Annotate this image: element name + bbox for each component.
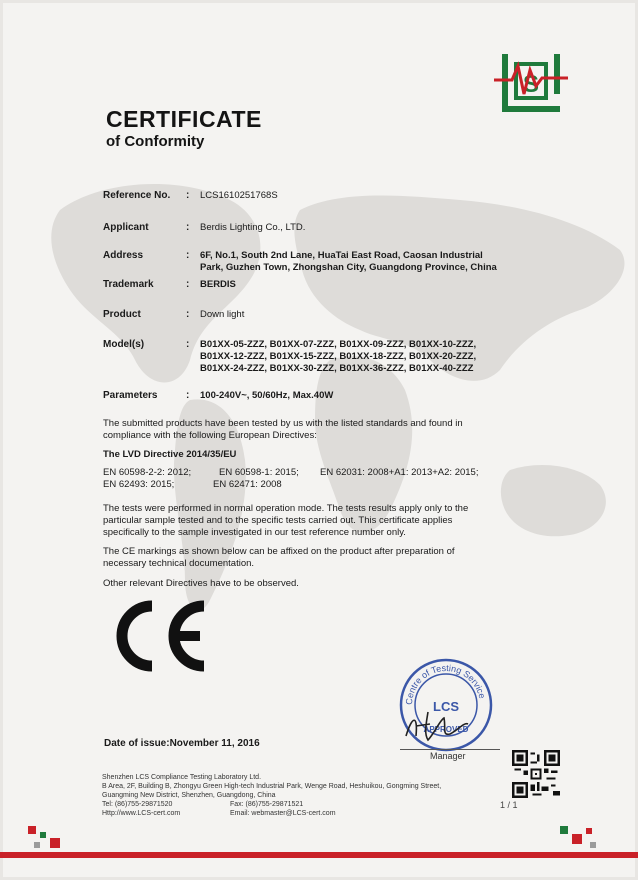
ce-note-line-2: necessary technical documentation.	[103, 558, 255, 569]
reference-label: Reference No.	[103, 190, 171, 201]
parameters-value: 100-240V~, 50/60Hz, Max.40W	[200, 390, 334, 401]
product-value: Down light	[200, 309, 245, 320]
models-label: Model(s)	[103, 339, 145, 350]
lab-fax: Fax: (86)755-29871521	[230, 801, 304, 808]
svg-text:Centre of Testing Service: Centre of Testing Service	[403, 662, 488, 706]
decor-square	[572, 834, 582, 844]
standard-item: EN 60598-2-2: 2012;	[103, 467, 192, 478]
product-label: Product	[103, 309, 141, 320]
svg-text:APPROVED: APPROVED	[423, 725, 469, 734]
decor-square	[28, 826, 36, 834]
models-line-1: B01XX-05-ZZZ, B01XX-07-ZZZ, B01XX-09-ZZZ, B01XX-10-ZZZ,	[200, 339, 477, 350]
colon: :	[186, 339, 190, 350]
compliance-text-line-1: The submitted products have been tested by us with the listed standards and found in	[103, 418, 463, 429]
test-note-line-1: The tests were performed in normal operation mode. The tests results apply only to the	[103, 503, 469, 514]
certificate-subtitle: of Conformity	[106, 133, 205, 150]
colon: :	[186, 190, 190, 201]
directives-note: Other relevant Directives have to be observed.	[103, 578, 299, 589]
signature-line	[400, 749, 500, 750]
applicant-value: Berdis Lighting Co., LTD.	[200, 222, 306, 233]
decor-square	[586, 828, 592, 834]
reference-value: LCS1610251768S	[200, 190, 278, 201]
address-label: Address	[103, 250, 144, 261]
lab-address-line-2: Guangming New District, Shenzhen, Guangdong, China	[102, 792, 276, 799]
lab-address-line-1: B Area, 2F, Building B, Zhongyu Green High-tech Industrial Park, Wenge Road, Heshuikou, Gongming Street,	[102, 783, 442, 790]
ce-note-line-1: The CE markings as shown below can be affixed on the product after preparation of	[103, 546, 455, 557]
certificate-title: CERTIFICATE	[106, 106, 262, 132]
colon: :	[186, 309, 190, 320]
trademark-label: Trademark	[103, 279, 154, 290]
test-note-line-2: particular sample tested and to the specific tests carried out. This certificate applies	[103, 515, 453, 526]
footer-accent-bar	[0, 852, 638, 858]
models-line-2: B01XX-12-ZZZ, B01XX-15-ZZZ, B01XX-18-ZZZ, B01XX-20-ZZZ,	[200, 351, 477, 362]
standard-item: EN 62493: 2015;	[103, 479, 175, 490]
standard-item: EN 60598-1: 2015;	[219, 467, 299, 478]
standard-item: EN 62471: 2008	[213, 479, 282, 490]
decor-square	[560, 826, 568, 834]
trademark-value: BERDIS	[200, 279, 236, 290]
colon: :	[186, 222, 190, 233]
address-line-2: Park, Guzhen Town, Zhongshan City, Guangdong Province, China	[200, 262, 497, 273]
applicant-label: Applicant	[103, 222, 149, 233]
models-line-3: B01XX-24-ZZZ, B01XX-30-ZZZ, B01XX-36-ZZZ, B01XX-40-ZZZ	[200, 363, 474, 374]
standard-item: EN 62031: 2008+A1: 2013+A2: 2015;	[320, 467, 479, 478]
manager-label: Manager	[430, 751, 466, 761]
svg-text:S: S	[522, 71, 540, 98]
page-number: 1 / 1	[500, 800, 518, 810]
lab-email: Email: webmaster@LCS-cert.com	[230, 810, 336, 817]
qr-code-icon	[512, 750, 560, 798]
svg-text:LCS: LCS	[433, 699, 459, 714]
decor-square	[50, 838, 60, 848]
lab-tel: Tel: (86)755-29871520	[102, 801, 173, 808]
directive-name: The LVD Directive 2014/35/EU	[103, 449, 237, 460]
parameters-label: Parameters	[103, 390, 158, 401]
colon: :	[186, 279, 190, 290]
decor-square	[590, 842, 596, 848]
lab-name: Shenzhen LCS Compliance Testing Laboratory Ltd.	[102, 774, 262, 781]
compliance-text-line-2: compliance with the following European Directives:	[103, 430, 317, 441]
ce-mark-icon	[108, 598, 208, 674]
colon: :	[186, 390, 190, 401]
decor-square	[40, 832, 46, 838]
colon: :	[186, 250, 190, 261]
address-line-1: 6F, No.1, South 2nd Lane, HuaTai East Road, Caosan Industrial	[200, 250, 483, 261]
date-of-issue: Date of issue:November 11, 2016	[104, 738, 260, 749]
decor-square	[34, 842, 40, 848]
signature	[400, 706, 472, 746]
lcs-logo-icon	[494, 48, 568, 118]
lab-website: Http://www.LCS-cert.com	[102, 810, 181, 817]
test-note-line-3: specifically to the sample investigated in our test reference number only.	[103, 527, 406, 538]
